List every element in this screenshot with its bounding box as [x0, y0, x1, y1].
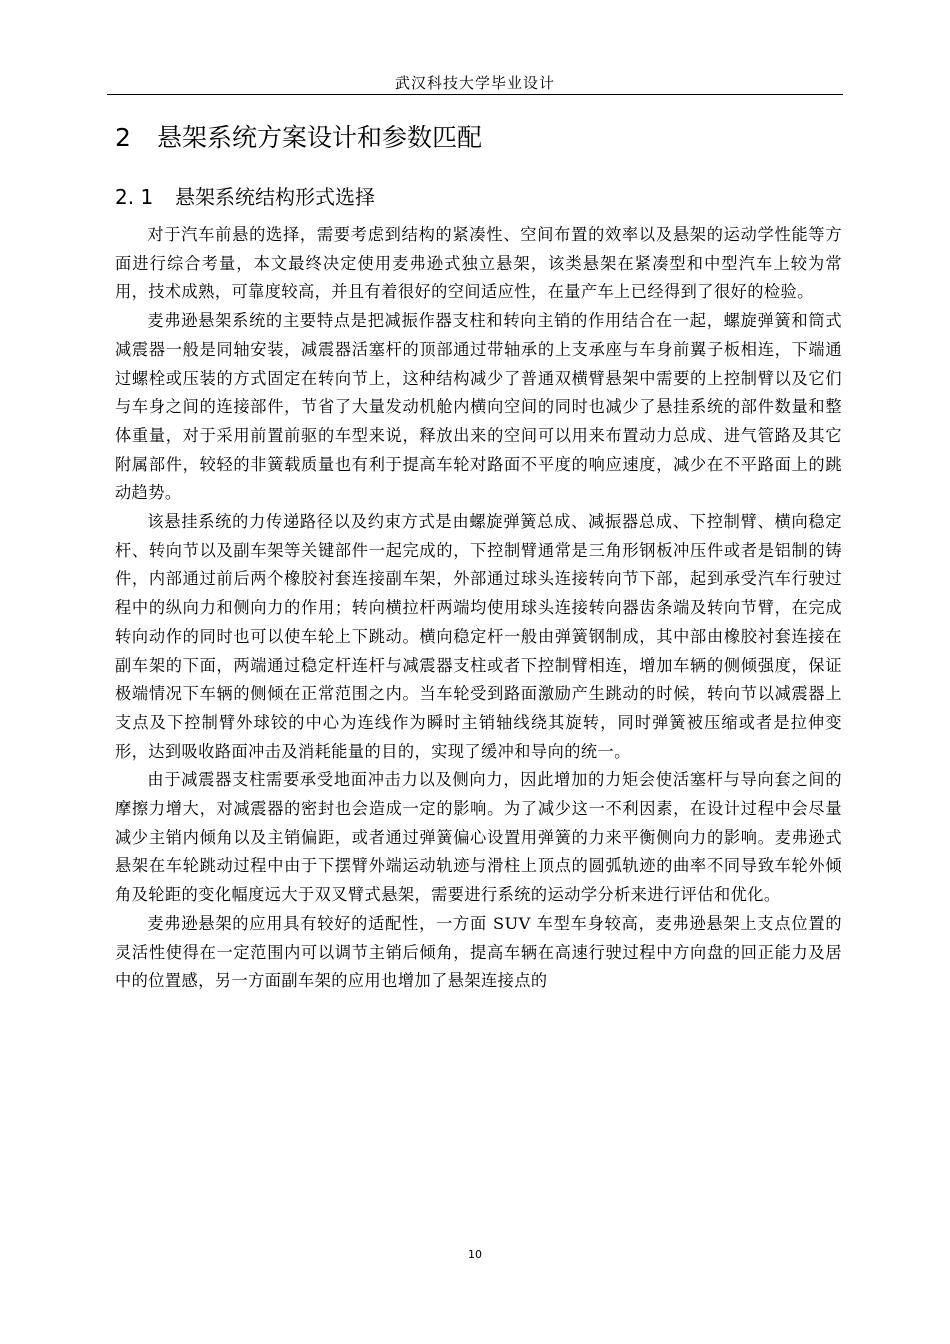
chapter-heading [115, 118, 843, 158]
page-number: 10 [468, 1248, 482, 1261]
section-number: 2. 1 [115, 185, 154, 209]
paragraph-3: 该悬挂系统的力传递路径以及约束方式是由螺旋弹簧总成、减振器总成、下控制臂、横向稳定杆、转向节以及副车架等关键部件一起完成的，下控制臂通常是三角形钢板冲压件或者是铝制的铸件，内部通过前后两个橡胶衬套连接副车架，外部通过球头连接转向节下部，起到承受汽车行驶过程中的纵向力和侧向力的作用；转向横拉杆两端均使用球头连接转向器齿条端及转向节臂，在完成转向动作的同时也可以使车轮上下跳动。横向稳定杆一般由弹簧钢制成，其中部由橡胶衬套连接在副车架的下面，两端通过稳定杆连杆与减震器支柱或者下控制臂相连，增加车辆的侧倾强度，保证极端情况下车辆的侧倾在正常范围之内。当车轮受到路面激励产生跳动的时候，转向节以减震器上支点及下控制臂外球铰的中心为连线作为瞬时主销轴线绕其旋转，同时弹簧被压缩或者是拉伸变形，达到吸收路面冲击及消耗能量的目的，实现了缓冲和导向的统一。 [115, 512, 842, 761]
header-rule [107, 94, 843, 95]
paragraph-4: 由于减震器支柱需要承受地面冲击力以及侧向力，因此增加的力矩会使活塞杆与导向套之间的摩擦力增大，对减震器的密封也会造成一定的影响。为了减少这一不利因素，在设计过程中会尽量减少主销内倾角以及主销偏距，或者通过弹簧偏心设置用弹簧的力来平衡侧向力的影响。麦弗逊式悬架在车轮跳动过程中由于下摆臂外端运动轨迹与滑柱上顶点的圆弧轨迹的曲率不同导致车轮外倾角及轮距的变化幅度远大于双叉臂式悬架，需要进行系统的运动学分析来进行评估和优化。 [115, 770, 842, 905]
paragraph-2: 麦弗逊悬架系统的主要特点是把减振作器支柱和转向主销的作用结合在一起，螺旋弹簧和筒式减震器一般是同轴安装，减震器活塞杆的顶部通过带轴承的上支承座与车身前翼子板相连，下端通过螺栓或压装的方式固定在转向节上，这种结构减少了普通双横臂悬架中需要的上控制臂以及它们与车身之间的连接部件，节省了大量发动机舱内横向空间的同时也减少了悬挂系统的部件数量和整体重量，对于采用前置前驱的车型来说，释放出来的空间可以用来布置动力总成、进气管路及其它附属部件，较轻的非簧载质量也有利于提高车轮对路面不平度的响应速度，减少在不平路面上的跳动趋势。 [115, 311, 842, 503]
paragraph-1: 对于汽车前悬的选择，需要考虑到结构的紧凑性、空间布置的效率以及悬架的运动学性能等方面进行综合考量，本文最终决定使用麦弗逊式独立悬架，该类悬架在紧凑型和中型汽车上较为常用，技术成熟，可靠度较高，并且有着很好的空间适应性，在量产车上已经得到了很好的检验。 [115, 225, 842, 302]
body-text [115, 221, 842, 996]
chapter-title: 悬架系统方案设计和参数匹配 [157, 123, 483, 152]
section-title: 悬架系统结构形式选择 [175, 185, 375, 209]
paragraph-5: 麦弗逊悬架的应用具有较好的适配性，一方面 SUV 车型车身较高，麦弗逊悬架上支点位置的灵活性使得在一定范围内可以调节主销后倾角，提高车辆在高速行驶过程中方向盘的回正能力及居中的位置感，另一方面副车架的应用也增加了悬架连接点的 [115, 913, 842, 991]
chapter-number: 2 [115, 123, 131, 152]
running-header: 武汉科技大学毕业设计 [394, 74, 555, 92]
section-heading [115, 180, 843, 214]
